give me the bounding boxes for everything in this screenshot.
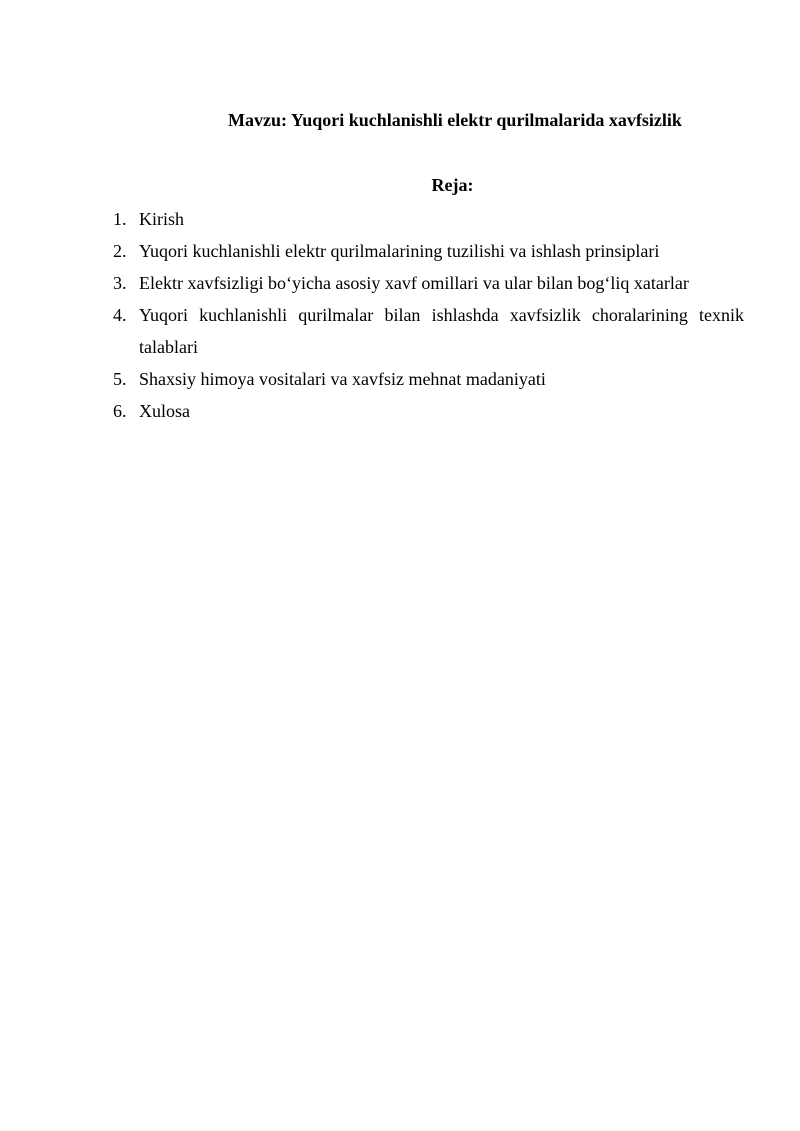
plan-item-text: Shaxsiy himoya vositalari va xavfsiz mehnat madaniyati	[139, 369, 546, 389]
plan-item-text: Yuqori kuchlanishli qurilmalar bilan ishlashda xavfsizlik choralarining texnik talablari	[139, 305, 744, 357]
plan-item	[113, 395, 744, 427]
plan-list	[113, 203, 744, 427]
plan-item-number: 5.	[113, 369, 127, 389]
plan-item	[113, 299, 744, 363]
plan-item-text: Xulosa	[139, 401, 190, 421]
document-title: Mavzu: Yuqori kuchlanishli elektr qurilmalarida xavfsizlik	[228, 110, 682, 130]
plan-item-number: 4.	[113, 305, 127, 325]
plan-item	[113, 235, 744, 267]
plan-item-text: Yuqori kuchlanishli elektr qurilmalarining tuzilishi va ishlash prinsiplari	[139, 241, 660, 261]
plan-item-number: 2.	[113, 241, 127, 261]
plan-heading: Reja:	[431, 175, 474, 195]
plan-item-text: Kirish	[139, 209, 184, 229]
plan-item-number: 1.	[113, 209, 127, 229]
plan-item	[113, 267, 744, 299]
plan-item	[113, 363, 744, 395]
plan-item	[113, 203, 744, 235]
plan-item-text: Elektr xavfsizligi bo‘yicha asosiy xavf omillari va ular bilan bog‘liq xatarlar	[139, 273, 689, 293]
plan-item-number: 6.	[113, 401, 127, 421]
plan-item-number: 3.	[113, 273, 127, 293]
